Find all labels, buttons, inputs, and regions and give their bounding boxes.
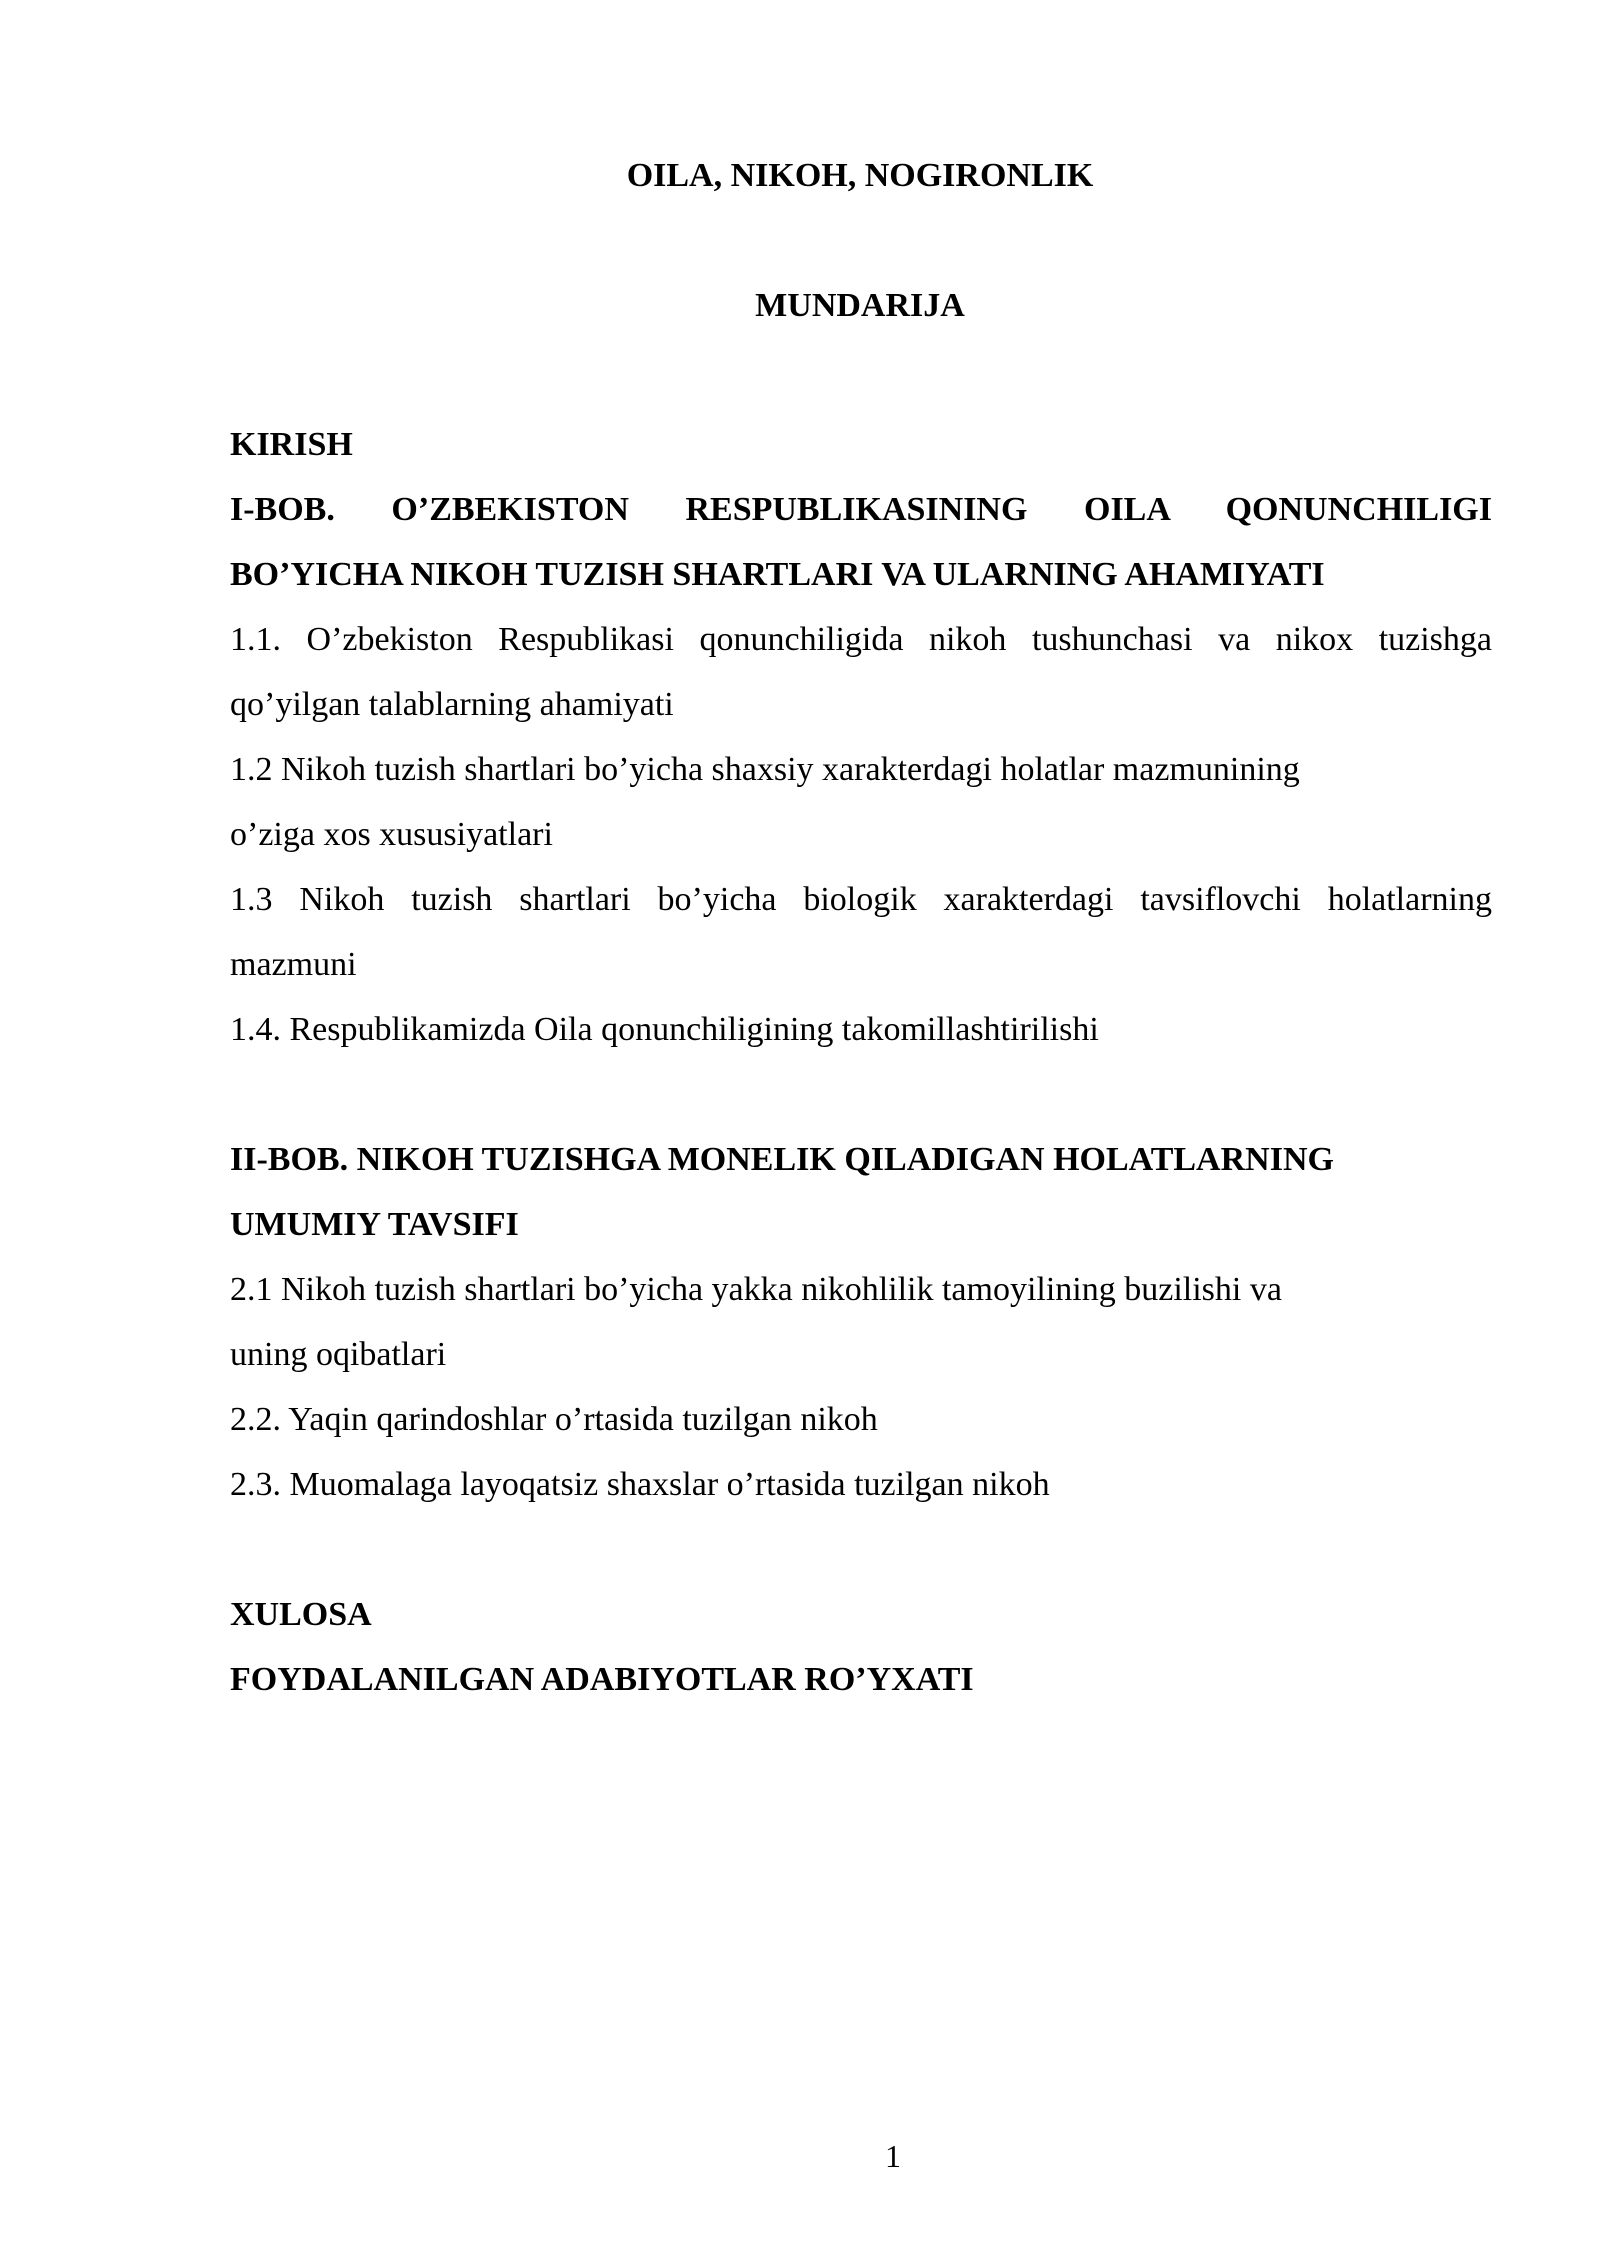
section-1-3-line-1: 1.3 Nikoh tuzish shartlari bo’yicha biologik xarakterdagi tavsiflovchi holatlarning [230,881,1492,918]
toc-conclusion: XULOSA [230,1596,372,1633]
toc-spacer [230,1062,1492,1127]
chapter-2-title-line-1: II-BOB. NIKOH TUZISHGA MONELIK QILADIGAN HOLATLARNING [230,1141,1334,1178]
section-2-1-line-1: 2.1 Nikoh tuzish shartlari bo’yicha yakka nikohlilik tamoyilining buzilishi va [230,1271,1282,1308]
document-title: OILA, NIKOH, NOGIRONLIK [626,157,1094,194]
section-1-1-line-2: qo’yilgan talablarning ahamiyati [230,686,674,723]
table-of-contents-heading: MUNDARIJA [755,287,965,324]
chapter-1-title-line-2: BO’YICHA NIKOH TUZISH SHARTLARI VA ULARNING AHAMIYATI [230,556,1325,593]
toc-introduction: KIRISH [230,426,353,463]
section-2-1-line-2: uning oqibatlari [230,1336,447,1373]
section-1-2-line-1: 1.2 Nikoh tuzish shartlari bo’yicha shaxsiy xarakterdagi holatlar mazmunining [230,751,1300,788]
table-of-contents [230,412,1492,1712]
section-1-4: 1.4. Respublikamizda Oila qonunchiligining takomillashtirilishi [230,1011,1099,1048]
section-1-2-line-2: o’ziga xos xususiyatlari [230,816,553,853]
chapter-2-title-line-2: UMUMIY TAVSIFI [230,1206,519,1243]
section-1-3-line-2: mazmuni [230,946,357,983]
page-number: 1 [885,2138,901,2174]
toc-references: FOYDALANILGAN ADABIYOTLAR RO’YXATI [230,1661,974,1698]
section-1-1-line-1: 1.1. O’zbekiston Respublikasi qonunchiligida nikoh tushunchasi va nikox tuzishga [230,621,1492,658]
section-2-2: 2.2. Yaqin qarindoshlar o’rtasida tuzilgan nikoh [230,1401,878,1438]
chapter-1-title-line-1: I-BOB. O’ZBEKISTON RESPUBLIKASINING OILA QONUNCHILIGI [230,491,1492,528]
section-2-3: 2.3. Muomalaga layoqatsiz shaxslar o’rtasida tuzilgan nikoh [230,1466,1050,1503]
toc-spacer [230,1517,1492,1582]
